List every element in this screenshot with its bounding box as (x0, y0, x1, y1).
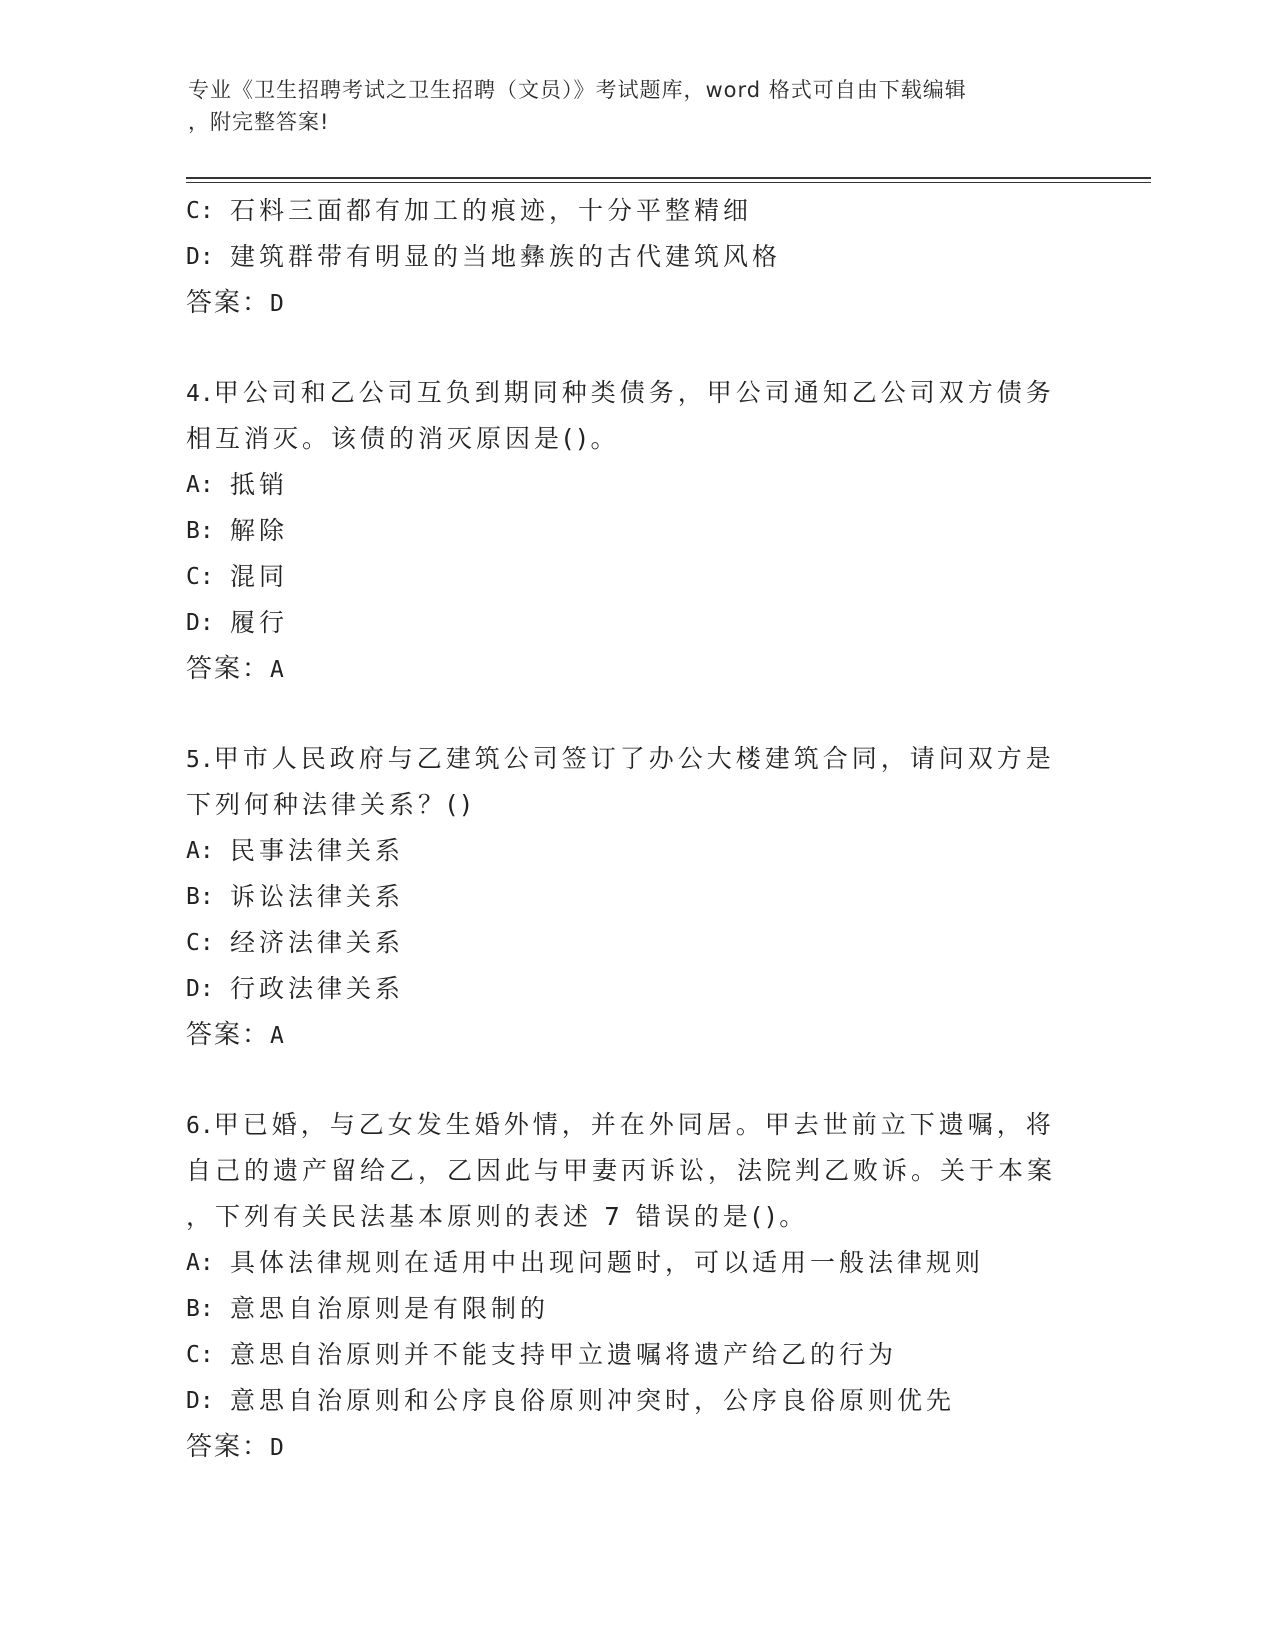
question-text: 甲市人民政府与乙建筑公司签订了办公大楼建筑合同，请问双方是 (213, 744, 1055, 773)
question-block-5 (186, 736, 1066, 1058)
answer-line (186, 1424, 1066, 1470)
option-key: D: (186, 976, 214, 1002)
option-text: 民事法律关系 (230, 836, 405, 865)
question-stem-line (186, 370, 1066, 416)
option-c (186, 554, 1066, 600)
question-stem-line: 相互消灭。该债的消灭原因是()。 (186, 424, 620, 453)
question-stem-line: 下列何种法律关系？() (186, 790, 475, 819)
option-text: 经济法律关系 (230, 928, 405, 957)
option-c (186, 1332, 1066, 1378)
option-text: 履行 (230, 608, 289, 637)
option-d (186, 234, 1066, 280)
question-stem-line: 自己的遗产留给乙，乙因此与甲妻丙诉讼，法院判乙败诉。关于本案 (186, 1156, 1057, 1185)
option-a (186, 1240, 1066, 1286)
option-text: 抵销 (230, 470, 289, 499)
option-key: D: (186, 244, 214, 270)
question-number: 5. (186, 747, 214, 773)
question-stem-line (186, 1102, 1066, 1148)
option-text: 意思自治原则和公序良俗原则冲突时，公序良俗原则优先 (230, 1386, 956, 1415)
option-b (186, 1286, 1066, 1332)
question-block-6 (186, 1102, 1066, 1470)
header-title-line1: 专业《卫生招聘考试之卫生招聘（文员）》考试题库，word 格式可自由下载编辑 (188, 78, 967, 102)
question-stem-line (186, 736, 1066, 782)
option-text: 混同 (230, 562, 289, 591)
option-key: C: (186, 1342, 214, 1368)
question-number: 6. (186, 1113, 214, 1139)
question-text: 甲已婚，与乙女发生婚外情，并在外同居。甲去世前立下遗嘱，将 (213, 1110, 1055, 1139)
option-d (186, 966, 1066, 1012)
option-d (186, 1378, 1066, 1424)
answer-value: A (270, 1023, 284, 1049)
option-text: 意思自治原则并不能支持甲立遗嘱将遗产给乙的行为 (230, 1340, 898, 1369)
option-key: C: (186, 198, 214, 224)
header-divider-thick (186, 177, 1151, 179)
option-text: 诉讼法律关系 (230, 882, 405, 911)
answer-label: 答案： (186, 1432, 271, 1462)
option-key: B: (186, 884, 214, 910)
option-text: 石料三面都有加工的痕迹，十分平整精细 (230, 196, 753, 225)
option-b (186, 874, 1066, 920)
question-list (186, 188, 1066, 1470)
option-key: B: (186, 518, 214, 544)
option-text: 意思自治原则是有限制的 (230, 1294, 550, 1323)
option-text: 建筑群带有明显的当地彝族的古代建筑风格 (230, 242, 782, 271)
answer-line (186, 1012, 1066, 1058)
option-text: 解除 (230, 516, 289, 545)
answer-label: 答案： (186, 288, 271, 318)
answer-value: D (270, 291, 284, 317)
option-key: C: (186, 930, 214, 956)
option-a (186, 462, 1066, 508)
answer-value: D (270, 1435, 284, 1461)
option-key: B: (186, 1296, 214, 1322)
option-text: 具体法律规则在适用中出现问题时，可以适用一般法律规则 (230, 1248, 985, 1277)
option-text: 行政法律关系 (230, 974, 405, 1003)
answer-line (186, 646, 1066, 692)
option-key: D: (186, 1388, 214, 1414)
prev-question-block (186, 188, 1066, 326)
question-text: 甲公司和乙公司互负到期同种类债务，甲公司通知乙公司双方债务 (213, 378, 1055, 407)
document-header (188, 74, 1068, 138)
question-block-4 (186, 370, 1066, 692)
option-a (186, 828, 1066, 874)
option-key: A: (186, 1250, 214, 1276)
option-key: A: (186, 838, 214, 864)
header-divider-thin (186, 182, 1151, 183)
option-c (186, 188, 1066, 234)
option-d (186, 600, 1066, 646)
question-stem-line: ，下列有关民法基本原则的表述 7 错误的是()。 (186, 1202, 809, 1231)
answer-label: 答案： (186, 1020, 271, 1050)
answer-label: 答案： (186, 654, 271, 684)
answer-value: A (270, 657, 284, 683)
header-title-line2: ，附完整答案! (188, 110, 330, 134)
option-b (186, 508, 1066, 554)
option-key: A: (186, 472, 214, 498)
question-number: 4. (186, 381, 214, 407)
option-key: C: (186, 564, 214, 590)
option-c (186, 920, 1066, 966)
answer-line (186, 280, 1066, 326)
option-key: D: (186, 610, 214, 636)
